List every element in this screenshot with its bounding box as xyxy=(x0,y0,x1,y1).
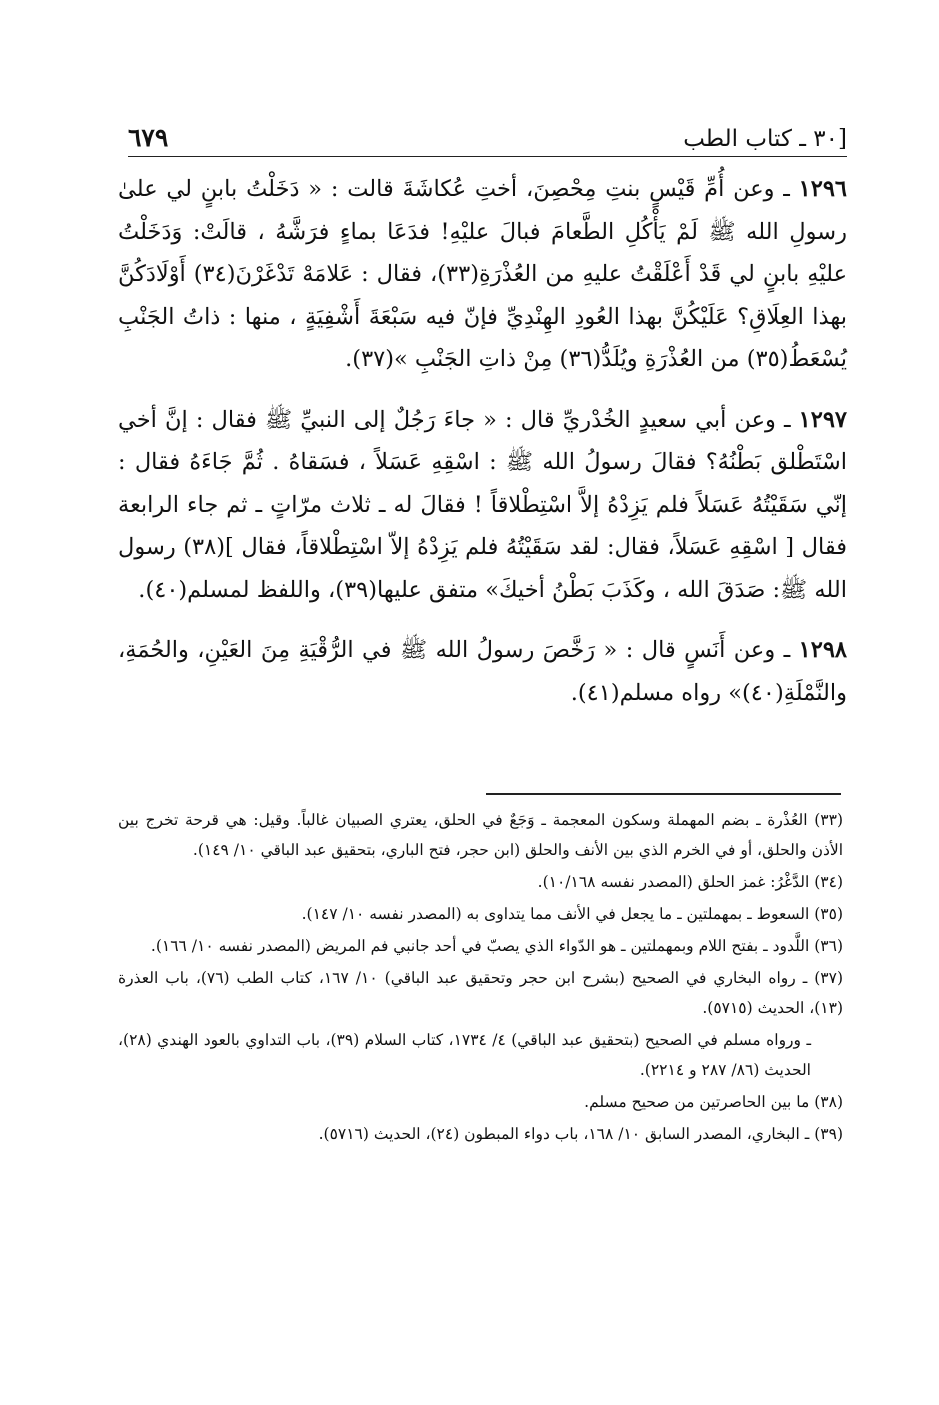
footnote: (٣٨) ما بين الحاصرتين من صحيح مسلم. xyxy=(584,1093,843,1111)
footnote: (٣٦) اللَّدود ـ بفتح اللام وبمهملتين ـ هو الدّواء الذي يصبّ في أحد جانبي فم المريض (المصدر نفسه ١٠/ ١٦٦). xyxy=(150,937,843,955)
page-header xyxy=(128,112,847,152)
main-text xyxy=(118,168,847,732)
footnote: (٣٥) السعوط ـ بمهملتين ـ ما يجعل في الأنف مما يتداوى به (المصدر نفسه ١٠/ ١٤٧). xyxy=(301,905,843,923)
hadith-paragraph xyxy=(118,629,847,714)
hadith-number: ١٢٩٧ xyxy=(798,406,847,433)
page-number: ٦٧٩ xyxy=(128,123,169,152)
hadith-number: ١٢٩٨ xyxy=(798,637,847,663)
footnote: (٣٧) ـ رواه البخاري في الصحيح (بشرح ابن حجر وتحقيق عبد الباقي) ١٠/ ١٦٧، كتاب الطب (٧٦)، باب العذرة (١٣)، الحديث (٥٧١٥). xyxy=(118,969,844,1017)
footnotes xyxy=(118,805,843,1151)
hadith-text: ـ وعن أبي سعيدٍ الخُدْريِّ قال : « جاءَ رَجُلٌ إلى النبيِّ ﷺ فقال : إنَّ أخي اسْتَطْلق بَطْنُهُ؟ فقالَ رسولُ الله ﷺ : اسْقِهِ عَسَلاً ، فسَقاهُ . ثُمَّ جَاءَهُ فقال : إنّي سَقَيْتُهُ عَسَلاً فلم يَزِدْهُ إلاَّ اسْتِطْلاقاً ! فقالَ له ـ ثلاث مرّاتٍ ـ ثم جاء الرابعة فقال [ اسْقِهِ عَسَلاً، فقال: لقد سَقَيْتُهُ فلم يَزِدْهُ إلاّ اسْتِطْلاقاً، فقال ](٣٨) رسول الله ﷺ: صَدَقَ الله ، وكَذَبَ بَطْنُ أخيكَ» متفق عليها(٣٩)، واللفظ لمسلم(٤٠). xyxy=(118,406,847,603)
hadith-text: ـ وعن أُمِّ قَيْسٍ بنتِ مِحْصِنَ، أختِ عُكاشَةَ قالت : « دَخَلْتُ بابنٍ لي علىٰ رسولِ الله ﷺ لَمْ يَأْكُلِ الطَّعامَ فبالَ عليْهِ! فدَعَا بماءٍ فرَشَّهُ ، قالَتْ: وَدَخَلْتُ عليْهِ بابنٍ لي قَدْ أَعْلَقْتُ عليهِ من العُذْرَةِ(٣٣)، فقال : عَلامَهْ تَدْغَرْنَ(٣٤) أَوْلَادَكُنَّ بهذا العِلَاقِ؟ عَلَيْكُنَّ بهذا العُودِ الهِنْدِيِّ فإنّ فيه سَبْعَةَ أَشْفِيَةٍ ، منها : ذاتُ الجَنْبِ يُسْعَطُ(٣٥) من العُذْرَةِ ويُلَدُّ(٣٦) مِنْ ذاتِ الجَنْبِ »(٣٧). xyxy=(118,176,848,372)
footnote: (٣٣) العُذْرة ـ بضم المهملة وسكون المعجمة ـ وَجَعٌ في الحلق، يعتري الصبيان غالباً. وقيل: هي قرحة تخرج بين الأذن والحلق، أو في الخرم الذي بين الأنف والحلق (ابن حجر، فتح الباري، بتحقيق عبد الباقي ١٠/ ١٤٩). xyxy=(118,811,843,859)
footnote-divider xyxy=(486,793,841,795)
footnote: ـ ورواه مسلم في الصحيح (بتحقيق عبد الباقي) ٤/ ١٧٣٤، كتاب السلام (٣٩)، باب التداوي بالعود الهندي (٢٨)، الحديث (٨٦/ ٢٨٧ و ٢٢١٤). xyxy=(118,1031,811,1079)
footnote: (٣٩) ـ البخاري، المصدر السابق ١٠/ ١٦٨، باب دواء المبطون (٢٤)، الحديث (٥٧١٦). xyxy=(318,1125,843,1143)
header-divider xyxy=(128,156,847,157)
hadith-paragraph xyxy=(118,399,847,612)
hadith-number: ١٢٩٦ xyxy=(798,176,847,202)
chapter-title: [٣٠ ـ كتاب الطب xyxy=(683,126,847,152)
footnote: (٣٤) الدَّغْرُ: غمز الحلق (المصدر نفسه ١٠/١٦٨). xyxy=(537,873,843,891)
hadith-paragraph xyxy=(118,168,847,381)
hadith-text: ـ وعن أَنَسٍ قال : « رَخَّصَ رسولُ الله ﷺ في الرُّقْيَةِ مِنَ العَيْنِ، والحُمَةِ، والنَّمْلَةِ(٤٠)» رواه مسلم(٤١). xyxy=(118,637,847,706)
